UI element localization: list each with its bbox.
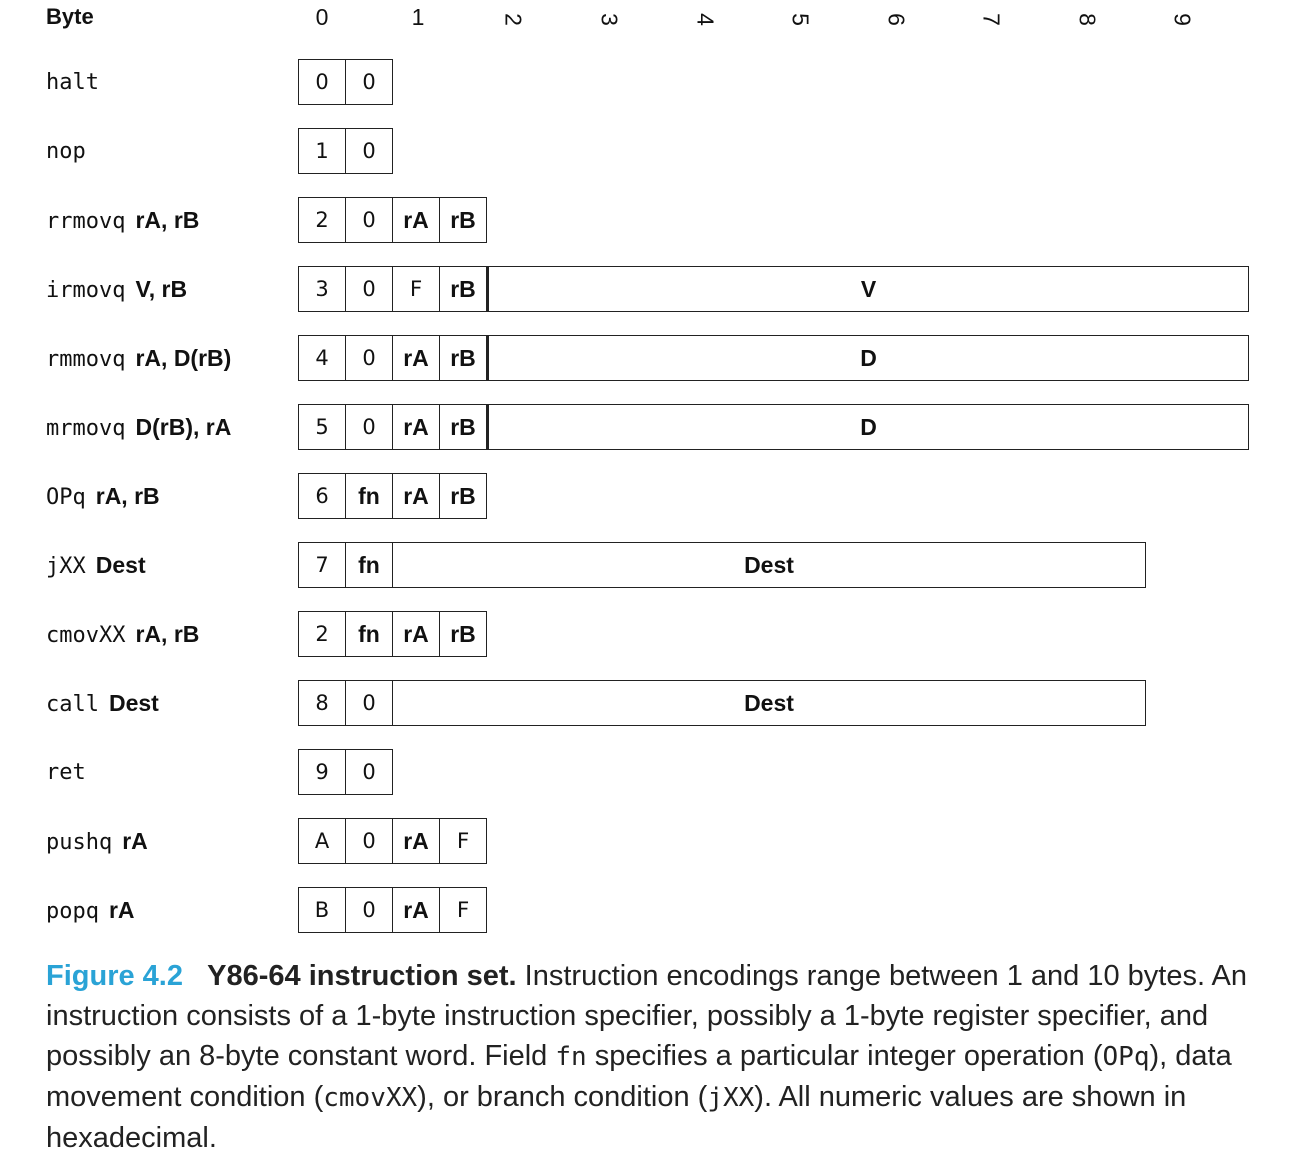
byte-header-label: Byte (46, 4, 94, 29)
ifun-field: 0 (345, 680, 393, 726)
instruction-opcode-name: pushq (46, 830, 113, 855)
byte-column-number: 6 (883, 13, 910, 26)
instruction-encoding (298, 404, 1249, 450)
icode-field: 1 (298, 128, 346, 174)
instruction-operands: D(rB), rA (135, 414, 232, 440)
byte-column-number: 7 (978, 13, 1005, 26)
instruction-encoding (298, 266, 1249, 312)
instruction-operands: rA, rB (135, 621, 200, 647)
instruction-opcode-name: jXX (46, 554, 86, 579)
register-field: rA (392, 197, 440, 243)
icode-field: 2 (298, 197, 346, 243)
instruction-mnemonic (46, 818, 148, 864)
byte-column-number: 2 (500, 13, 527, 26)
ifun-field: 0 (345, 335, 393, 381)
register-field: rB (439, 611, 487, 657)
byte-column-number: 8 (1074, 13, 1101, 26)
destination-field: Dest (392, 542, 1146, 588)
icode-field: 3 (298, 266, 346, 312)
figure-caption (46, 956, 1266, 1158)
instruction-encoding (298, 542, 1249, 588)
instruction-operands: V, rB (135, 276, 188, 302)
instruction-mnemonic (46, 404, 231, 450)
caption-text-1: Instruction encodings range between 1 and 10 bytes. An instruction consists of a 1-byte instruction specifier, possibly a 1-byte register specifier, and possibly an 8-byte constant word. Field (46, 960, 1247, 1072)
ifun-field: 0 (345, 818, 393, 864)
register-field: F (439, 887, 487, 933)
instruction-mnemonic (46, 680, 159, 726)
caption-text-3: ), data movement condition ( (46, 1040, 1232, 1113)
instruction-mnemonic (46, 266, 187, 312)
caption-code-opq: OPq (1102, 1042, 1150, 1072)
register-field: rB (439, 266, 487, 312)
instruction-encoding (298, 749, 1249, 795)
caption-text-4: ), or branch condition ( (417, 1081, 708, 1113)
instruction-encoding (298, 818, 1249, 864)
figure-label: Figure 4.2 (46, 960, 183, 992)
instruction-mnemonic (46, 749, 86, 795)
register-field: F (392, 266, 440, 312)
icode-field: 4 (298, 335, 346, 381)
icode-field: 0 (298, 59, 346, 105)
instruction-opcode-name: mrmovq (46, 416, 126, 441)
register-field: rA (392, 611, 440, 657)
icode-field: 5 (298, 404, 346, 450)
instruction-opcode-name: irmovq (46, 278, 126, 303)
icode-field: 9 (298, 749, 346, 795)
ifun-field: 0 (345, 197, 393, 243)
icode-field: 6 (298, 473, 346, 519)
caption-text-5: ). All numeric values are shown in hexadecimal. (46, 1081, 1187, 1154)
instruction-encoding (298, 197, 1249, 243)
caption-code-fn: fn (555, 1042, 587, 1072)
instruction-opcode-name: rrmovq (46, 209, 126, 234)
instruction-opcode-name: ret (46, 760, 86, 785)
instruction-opcode-name: OPq (46, 485, 86, 510)
ifun-field: fn (345, 473, 393, 519)
ifun-field: 0 (345, 887, 393, 933)
instruction-operands: rA (122, 828, 148, 854)
ifun-field: 0 (345, 404, 393, 450)
caption-code-cmovxx: cmovXX (323, 1083, 418, 1113)
instruction-mnemonic (46, 473, 160, 519)
instruction-opcode-name: nop (46, 139, 86, 164)
caption-code-jxx: jXX (707, 1083, 755, 1113)
instruction-operands: Dest (95, 552, 146, 578)
instruction-mnemonic (46, 335, 231, 381)
ifun-field: 0 (345, 749, 393, 795)
instruction-mnemonic (46, 197, 199, 243)
icode-field: B (298, 887, 346, 933)
register-field: F (439, 818, 487, 864)
instruction-mnemonic (46, 887, 135, 933)
register-field: rA (392, 404, 440, 450)
instruction-mnemonic (46, 59, 99, 105)
constant-word-field: D (486, 335, 1249, 381)
destination-field: Dest (392, 680, 1146, 726)
byte-column-number: 3 (596, 13, 623, 26)
instruction-operands: Dest (108, 690, 159, 716)
instruction-operands: rA (108, 897, 135, 923)
ifun-field: fn (345, 542, 393, 588)
ifun-field: 0 (345, 266, 393, 312)
instruction-opcode-name: cmovXX (46, 623, 126, 648)
icode-field: A (298, 818, 346, 864)
byte-column-number: 1 (411, 4, 425, 30)
byte-column-number: 0 (315, 4, 329, 30)
byte-column-number: 4 (692, 13, 719, 26)
instruction-mnemonic (46, 128, 86, 174)
instruction-operands: rA, rB (135, 207, 200, 233)
instruction-mnemonic (46, 611, 199, 657)
instruction-encoding (298, 887, 1249, 933)
instruction-opcode-name: halt (46, 70, 99, 95)
ifun-field: 0 (345, 59, 393, 105)
figure-title: Y86-64 instruction set. (207, 960, 517, 992)
instruction-encoding (298, 680, 1249, 726)
instruction-operands: rA, rB (95, 483, 160, 509)
instruction-encoding (298, 59, 1249, 105)
ifun-field: 0 (345, 128, 393, 174)
register-field: rB (439, 404, 487, 450)
icode-field: 2 (298, 611, 346, 657)
register-field: rA (392, 818, 440, 864)
instruction-opcode-name: call (46, 692, 99, 717)
icode-field: 8 (298, 680, 346, 726)
register-field: rB (439, 473, 487, 519)
instruction-mnemonic (46, 542, 146, 588)
register-field: rB (439, 335, 487, 381)
icode-field: 7 (298, 542, 346, 588)
instruction-encoding (298, 611, 1249, 657)
register-field: rA (392, 887, 440, 933)
instruction-opcode-name: rmmovq (46, 347, 126, 372)
constant-word-field: V (486, 266, 1249, 312)
caption-text-2: specifies a particular integer operation ( (594, 1040, 1103, 1072)
constant-word-field: D (486, 404, 1249, 450)
instruction-encoding (298, 335, 1249, 381)
register-field: rA (392, 335, 440, 381)
byte-column-number: 5 (787, 13, 814, 26)
instruction-encoding (298, 473, 1249, 519)
register-field: rB (439, 197, 487, 243)
ifun-field: fn (345, 611, 393, 657)
instruction-encoding (298, 128, 1249, 174)
instruction-operands: rA, D(rB) (135, 345, 232, 371)
instruction-opcode-name: popq (46, 899, 99, 924)
byte-column-number: 9 (1169, 13, 1196, 26)
register-field: rA (392, 473, 440, 519)
